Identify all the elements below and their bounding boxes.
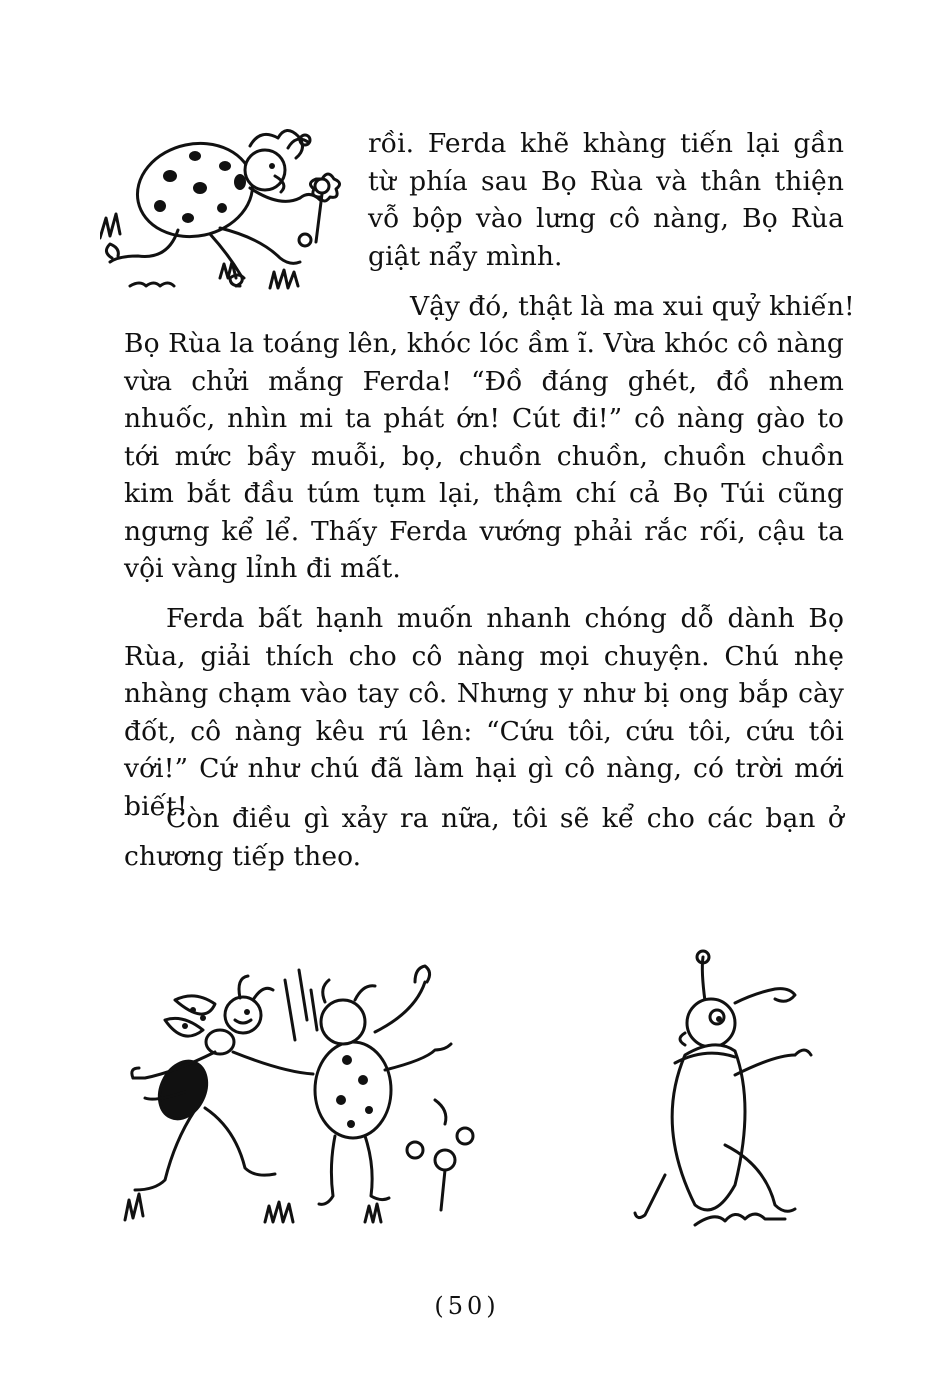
- paragraph-1: Bọ Rùa la toáng lên, khóc lóc ầm ĩ. Vừa khóc cô nàng vừa chửi mắng Ferda! “Đồ đáng ghét, đồ nhem nhuốc, nhìn mi ta phát ớn! Cút đi!” cô nàng gào to tới mức bầy muỗi, bọ, chuồn chuồn, chuồn chuồn kim bắt đầu túm tụm lại, thậm chí cả Bọ Túi cũng ngưng kể lể. Thấy Ferda vướng phải rắc rối, cậu ta vội vàng lỉnh đi mất.: [124, 328, 844, 584]
- ladybug-illustration: [100, 118, 350, 298]
- intro-paragraph: rồi. Ferda khẽ khàng tiến lại gần từ phía sau Bọ Rùa và thân thiện vỗ bộp vào lưng cô nàng, Bọ Rùa giật nẩy mình.: [368, 128, 844, 272]
- beetle-illustration: [625, 945, 815, 1235]
- ant-and-ladybug-illustration: [115, 960, 495, 1230]
- paragraph-2: Ferda bất hạnh muốn nhanh chóng dỗ dành Bọ Rùa, giải thích cho cô nàng mọi chuyện. Chú nhẹ nhàng chạm vào tay cô. Nhưng y như bị ong bắp cày đốt, cô nàng kêu rú lên: “Cứu tôi, cứu tôi, cứu tôi với!” Cứ như chú đã làm hại gì cô nàng, có trời mới biết!: [124, 603, 844, 822]
- page-number: (50): [434, 1292, 500, 1320]
- paragraph-1-first-line: Vậy đó, thật là ma xui quỷ khiến!: [410, 291, 855, 322]
- paragraph-3: Còn điều gì xảy ra nữa, tôi sẽ kể cho các bạn ở chương tiếp theo.: [124, 803, 844, 872]
